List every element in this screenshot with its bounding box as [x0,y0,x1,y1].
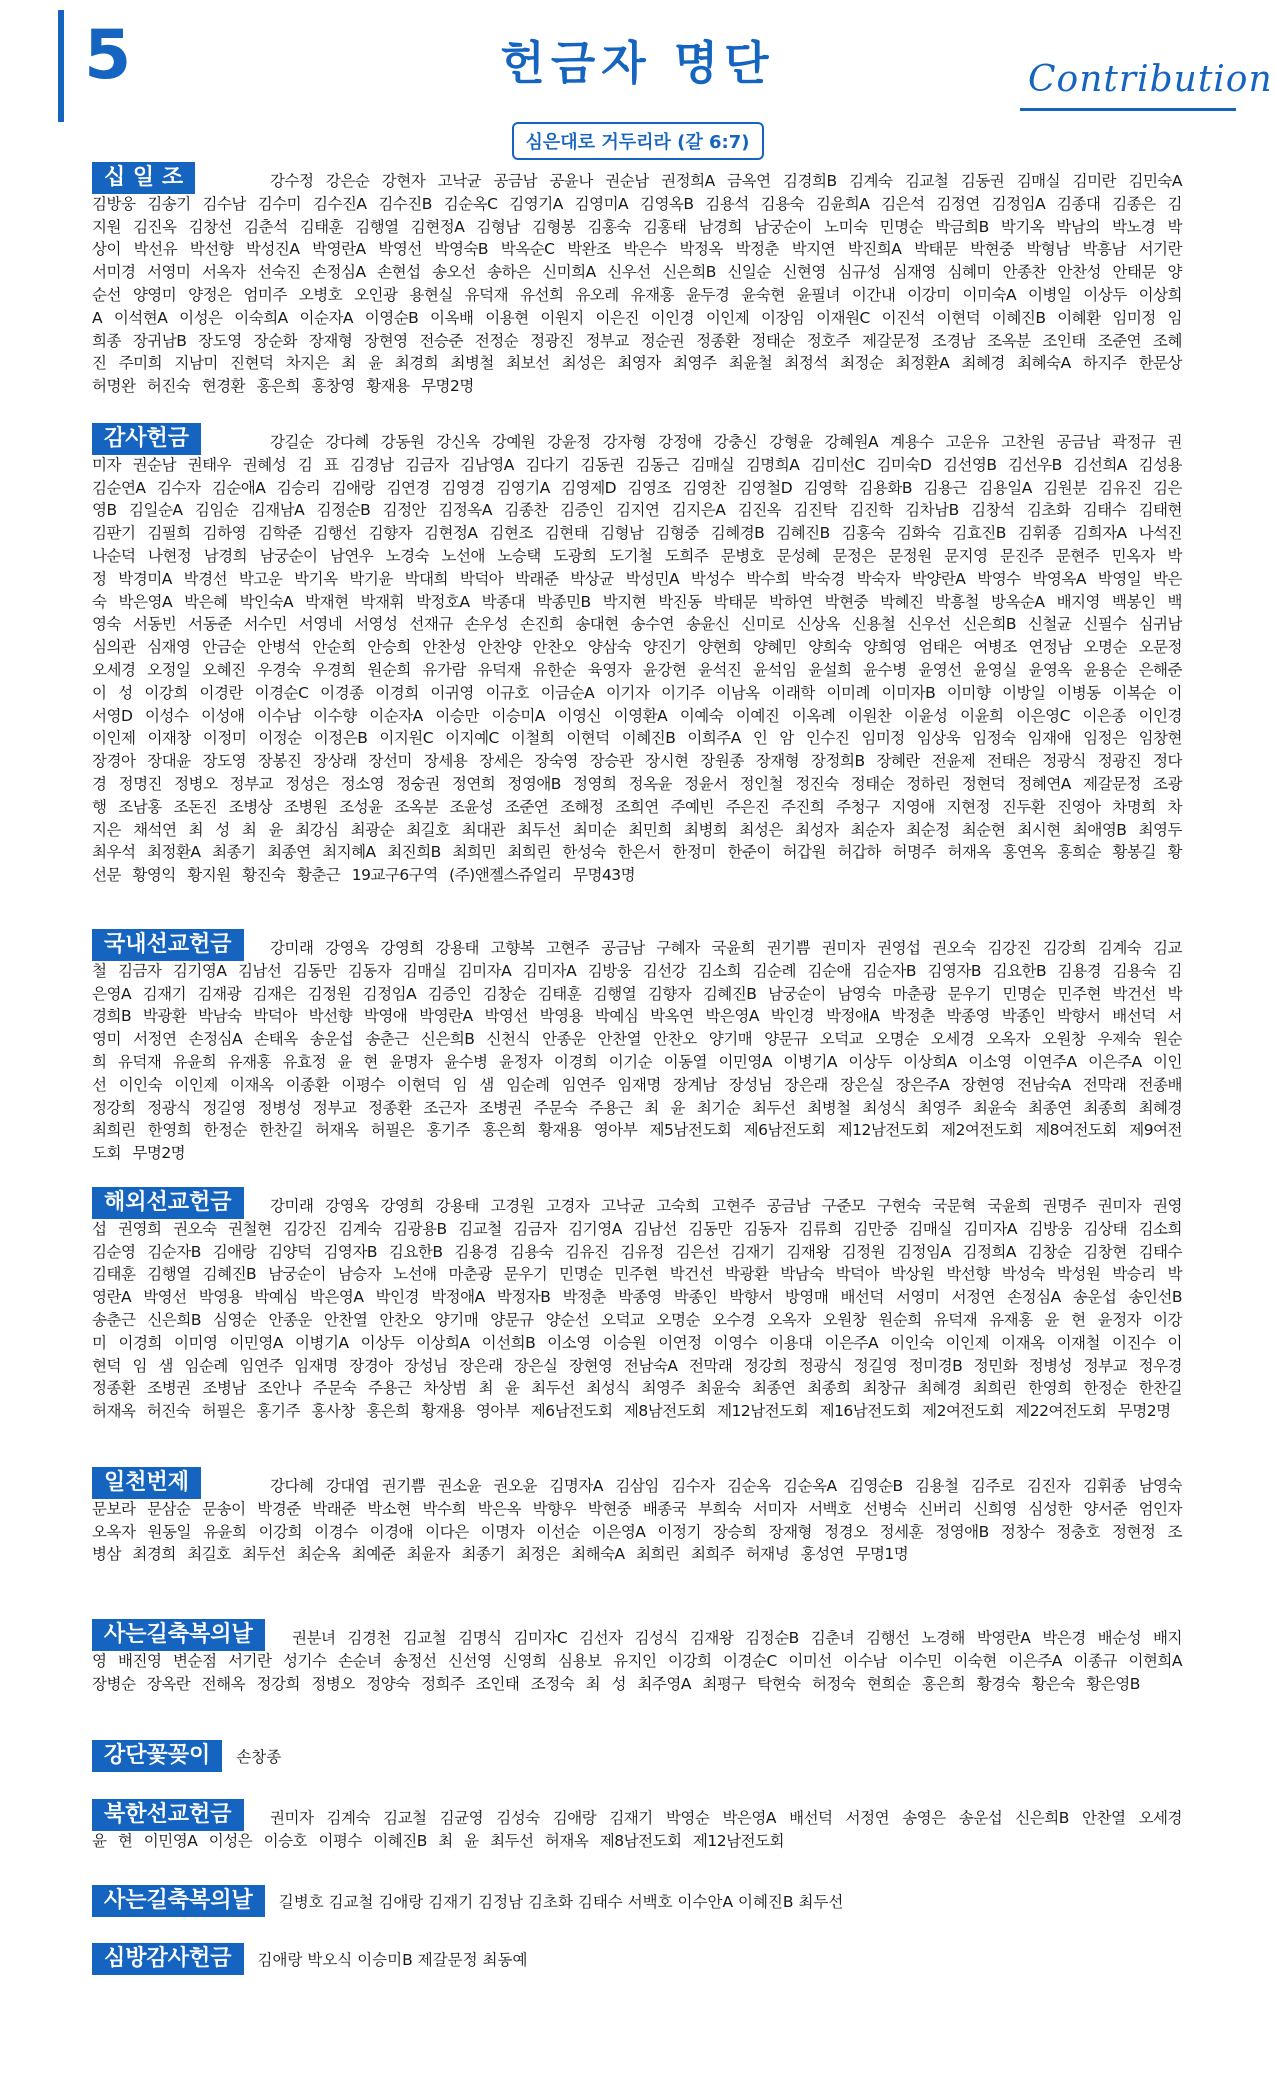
section-visitation-thanks [92,1943,1182,1975]
section-label: 국내선교헌금 [92,929,244,961]
section-label: 사는길축복의날 [92,1619,265,1651]
page-number: 5 [84,16,132,95]
contribution-underline [1020,108,1236,111]
section-label: 십 일 조 [92,162,195,194]
names-text: 손창종 [236,1748,282,1766]
section-label: 감사헌금 [92,423,201,455]
names-text: 권미자 김계숙 김교철 김균영 김성숙 김애랑 김재기 박영순 박은영A 배선덕 서정연 송영은 송운섭 신은희B 안찬열 오세경 윤 현 이민영A 이성은 이승호 이평수 이혜진B 최 윤 최두선 허재옥 제8남전도회 제12남전도회 [92,1809,1182,1850]
name-list [92,170,1182,398]
section-domestic-mission [92,929,1182,1165]
page-title: 헌금자 명단 [500,36,775,90]
names-text: 강수정 강은순 강현자 고낙균 공금남 공윤나 권순남 권정희A 금옥연 김경희B 김계숙 김교철 김동권 김매실 김미란 김민숙A 김방웅 김송기 김수남 김수미 김수진A 김수진B 김순옥C 김영기A 김영미A 김영옥B 김용석 김용숙 김윤희A 김은석 김정연 김정임A 김종대 김종은 김지원 김진옥 김창선 김춘석 김태훈 김행열 김현정A 김형남 김형봉 김홍숙 김홍태 남경희 남궁순이 노미숙 민명순 박금희B 박기옥 박남의 박노경 박상이 박선유 박선향 박성진A 박영란A 박영선 박영숙B 박옥순C 박완조 박은수 박정옥 박정춘 박지연 박진희A 박태문 박현중 박형남 박흥남 서기란 서미경 서영미 서옥자 선숙진 손정심A 손현섭 송오선 송하은 신미희A 신우선 신은희B 신일순 신현영 심규성 심재영 심혜미 안종찬 안찬성 안태문 양순선 양영미 양정은 엄미주 오병호 오인광 용현실 유덕재 유선희 유오레 유재홍 윤두경 윤숙현 윤필녀 이간내 이강미 이미숙A 이병일 이상두 이상희A 이석현A 이성은 이숙희A 이순자A 이영순B 이옥배 이용현 이원지 이은진 이인경 이인제 이장임 이재원C 이진석 이현덕 이혜진B 이혜환 임미정 임희종 장귀남B 장도영 장순화 장재형 장현영 전승준 전정순 정광진 정부교 정순권 정종환 정태순 정호주 제갈문정 조경남 조옥분 조인태 조준연 조혜진 주미희 지남미 진현덕 차지은 최 윤 최경희 최병철 최보선 최성은 최영자 최영주 최윤철 최정석 최정순 최정환A 최혜경 최혜숙A 하지주 한문상 허명완 허진숙 현경환 홍은희 홍창영 황재용 무명2명 [92,172,1182,396]
verse-banner [0,122,1275,160]
names-text: 강다혜 강대엽 권기쁨 권소윤 권오윤 김명자A 김삼임 김수자 김순옥 김순옥A 김영순B 김용철 김주로 김진자 김휘종 남영숙 문보라 문삼순 문송이 박경준 박래준 박소현 박수희 박은옥 박향우 박현중 배종국 부희숙 서미자 서백호 선병숙 신버리 신희영 심성한 양서준 엄인자 오옥자 원동일 유윤희 이강희 이경수 이경애 이다은 이명자 이선순 이은영A 이정기 장승희 장재형 정경오 정세훈 정영애B 정창수 정충호 정현정 조병삼 최경희 최길호 최두선 최순옥 최예준 최윤자 최종기 최정은 최해숙A 최희린 최희주 허재녕 홍성연 무명1명 [92,1477,1182,1564]
names-text: 김애랑 박오식 이승미B 제갈문정 최동예 [257,1951,528,1969]
section-blessing-day-2 [92,1885,1182,1917]
section-blessing-day-1 [92,1619,1182,1695]
section-thanksgiving [92,423,1182,887]
names-text: 권분녀 김경천 김교철 김명식 김미자C 김선자 김성식 김재왕 김정순B 김춘녀 김행선 노경해 박영란A 박은경 배순성 배지영 배진영 변순점 서기란 성기수 손순녀 송정선 신선영 신영희 심용보 유지인 이강희 이경순C 이미선 이수남 이수민 이숙현 이은주A 이종규 이현희A 장병순 장옥란 전해옥 정강희 정병오 정양숙 정희주 조인태 조정숙 최 성 최주영A 최평구 탁현숙 허정숙 현희순 홍은희 황경숙 황은숙 황은영B [92,1629,1182,1693]
section-overseas-mission [92,1187,1182,1423]
section-label: 일천번제 [92,1467,201,1499]
name-list [92,431,1182,887]
section-thousand-offering [92,1467,1182,1566]
section-north-korea-mission [92,1799,1182,1853]
section-altar-flowers [92,1740,1182,1772]
names-text: 강길순 강다혜 강동원 강신옥 강예원 강윤정 강자형 강정애 강충신 강형윤 강혜원A 계용수 고운유 고찬원 공금남 곽정규 권미자 권순남 권태우 권혜성 김 표 김경남 김금자 김남영A 김다기 김동권 김동근 김매실 김명희A 김미선C 김미숙D 김선영B 김선우B 김선희A 김성용 김순연A 김수자 김순애A 김승리 김애랑 김연경 김영경 김영기A 김영제D 김영조 김영찬 김영철D 김영학 김용화B 김용근 김용일A 김원분 김유진 김은영B 김일순A 김임순 김재남A 김정순B 김정안 김정옥A 김종찬 김증인 김지연 김지은A 김진옥 김진탁 김진학 김차남B 김창석 김초화 김태수 김태현 김판기 김필희 김하영 김학준 김행선 김향자 김현정A 김현조 김현태 김형남 김형중 김혜경B 김혜진B 김홍숙 김화숙 김효진B 김휘종 김희자A 나석진 나순덕 나현정 남경희 남궁순이 남연우 노경숙 노선애 노승택 도광희 도기철 도희주 문병호 문성혜 문정은 문정원 문지영 문진주 문현주 민옥자 박 정 박경미A 박경선 박고운 박기옥 박기윤 박대희 박덕아 박래준 박상균 박성민A 박성수 박수희 박숙경 박숙자 박양란A 박영수 박영옥A 박영일 박은숙 박은영A 박은혜 박인숙A 박재현 박재휘 박정호A 박종대 박종민B 박지현 박진동 박태문 박하연 박현중 박혜진 박흥철 방옥순A 배지영 백봉인 백영숙 서동빈 서동준 서수민 서영네 서영성 선재규 손우성 손진희 송대현 송수연 송윤신 신미로 신상옥 신용철 신우선 신은희B 신철균 신필수 심귀남 심의관 심재영 안금순 안병석 안순희 안승희 안찬성 안찬양 안찬오 양삼숙 양진기 양현희 양혜민 양희숙 양희영 엄태은 여병조 연정남 오명순 오문정 오세경 오정일 오혜진 우경숙 우경희 원순희 유가람 유덕재 유한순 육영자 윤강현 윤석진 윤석임 윤설희 윤수병 윤영선 윤영실 윤영옥 윤용순 은해준 이 성 이강희 이경란 이경순C 이경종 이경희 이귀영 이규호 이금순A 이기자 이기주 이남옥 이래학 이미례 이미자B 이미향 이방일 이병동 이복순 이서영D 이성수 이성애 이수남 이수향 이순자A 이승만 이승미A 이영신 이영환A 이예숙 이예진 이옥례 이원찬 이윤성 이윤희 이은영C 이은종 이인경 이인제 이재창 이정미 이정순 이정은B 이지원C 이지예C 이철희 이현덕 이혜진B 이희주A 인 암 인수진 임미정 임상욱 임정숙 임재애 임정은 임창현 장경아 장대윤 장도영 장봉진 장상래 장선미 장세용 장세은 장숙영 장승관 장시현 장원종 장재형 장정희B 장혜란 전윤제 전태은 정광식 정광진 정다경 정명진 정병오 정부교 정성은 정소영 정숭권 정연희 정영애B 정영희 정옥윤 정윤서 정인철 정진숙 정태순 정하린 정현덕 정혜연A 제갈문정 조광행 조남홍 조돈진 조병상 조병원 조성윤 조옥분 조윤성 조준연 조해정 조희연 주예빈 주은진 주진희 주청구 지영애 지현정 진두환 진영아 차명희 차지은 채석연 최 성 최 윤 최강심 최광순 최길호 최대관 최두선 최미순 최민희 최병희 최성은 최성자 최순자 최순정 최순현 최시현 최애영B 최영두 최우석 최정환A 최종기 최종연 최지혜A 최진희B 최희민 최희린 한성숙 한은서 한정미 한준이 허갑원 허갑하 허명주 허재옥 홍연옥 홍희순 황봉길 황선문 황영익 황지원 황진숙 황춘근 19교구6구역 (주)앤젤스쥬얼리 무명43명 [92,433,1182,885]
name-list [92,1475,1182,1566]
name-list [92,1807,1182,1853]
name-list [92,937,1182,1165]
section-label: 북한선교헌금 [92,1799,244,1831]
names-text: 강미래 강영옥 강영희 강용태 고향복 고현주 공금남 구혜자 국윤희 권기쁨 권미자 권영섭 권오숙 김강진 김강희 김계숙 김교철 김금자 김기영A 김남선 김동만 김동자 김매실 김미자A 김미자A 김방웅 김선강 김소희 김순례 김순애 김순자B 김영자B 김요한B 김용경 김용숙 김은영A 김재기 김재광 김재은 김정원 김정임A 김증인 김창순 김태훈 김행열 김향자 김혜진B 남궁순이 남영숙 마춘광 문우기 민명순 민주현 박건선 박경희B 박광환 박남숙 박덕아 박선향 박영애 박영란A 박영선 박영용 박예심 박옥연 박은영A 박인경 박정애A 박정춘 박종영 박종인 박향서 배선덕 서영미 서정연 손정심A 손태옥 송운섭 송춘근 신은희B 신천식 안종운 안찬열 안찬오 양기매 양문규 오덕교 오명순 오세경 오옥자 오원창 우제숙 원순희 유덕재 유윤희 유재홍 유효정 윤 현 윤명자 윤수병 윤정자 이경희 이기순 이동열 이민영A 이병기A 이상두 이상희A 이소영 이연주A 이은주A 이인선 이인숙 이인제 이재옥 이종환 이평수 이현덕 임 샘 임순례 임연주 임재명 장계남 장성님 장은래 장은실 장은주A 장현영 전남숙A 전막래 전종배 정강희 정광식 정길영 정병성 정부교 정종환 조근자 조병권 주문숙 주용근 최 윤 최기순 최두선 최병철 최성식 최영주 최윤숙 최종연 최종희 최혜경 최희린 한영희 한정순 한찬길 허재옥 허필은 홍기주 홍은희 황재용 영아부 제5남전도회 제6남전도회 제12남전도회 제2여전도회 제8여전도회 제9여전도회 무명2명 [92,939,1182,1163]
section-label: 해외선교헌금 [92,1187,244,1219]
names-text: 길병호 김교철 김애랑 김재기 김정남 김초화 김태수 서백호 이수안A 이혜진B 최두선 [278,1893,844,1911]
section-tithe [92,162,1182,398]
names-text: 강미래 강영옥 강영희 강용태 고경원 고경자 고낙균 고숙희 고현주 공금남 구준모 구현숙 국문혁 국윤희 권명주 권미자 권영섭 권영희 권오숙 권철현 김강진 김계숙 김광용B 김교철 김금자 김기영A 김남선 김동만 김동자 김류희 김만중 김매실 김미자A 김방웅 김상태 김소희 김순영 김순자B 김애랑 김양덕 김영자B 김요한B 김용경 김용숙 김유진 김유정 김은선 김재기 김재왕 김정원 김정임A 김정희A 김창순 김창현 김태수 김태훈 김행열 김혜진B 남궁순이 남승자 노선애 마춘광 문우기 민명순 민주현 박건선 박광환 박남숙 박덕아 박상원 박선향 박성숙 박성원 박승리 박영란A 박영선 박영용 박예심 박은영A 박인경 박정애A 박정자B 박정춘 박종영 박종인 박향서 방영매 배선덕 서영미 서정연 손정심A 송운섭 송인선B 송춘근 신은희B 심영순 안종운 안찬열 안찬오 양기매 양문규 양순선 오덕교 오명순 오수경 오옥자 오원창 원순희 유덕재 유재홍 윤 현 윤정자 이강미 이경희 이미영 이민영A 이병기A 이상두 이상희A 이선희B 이소영 이승원 이연정 이영수 이용대 이은주A 이인숙 이인제 이재옥 이재철 이진수 이현덕 임 샘 임순례 임연주 임재명 장경아 장성님 장은래 장은실 장현영 전남숙A 전막래 정강희 정광식 정길영 정미경B 정민화 정병성 정부교 정우경 정종환 조병권 조병남 조안나 주문숙 주용근 차상범 최 윤 최두선 최성식 최영주 최윤숙 최종연 최종희 최창규 최혜경 최희린 한영희 한정순 한찬길 허재옥 허진숙 허필은 홍기주 홍사창 홍은희 황재용 영아부 제6남전도회 제8남전도회 제12남전도회 제16남전도회 제2여전도회 제22여전도회 무명2명 [92,1197,1182,1421]
section-label: 강단꽃꽂이 [92,1740,222,1772]
verse-text: 심은대로 거두리라 (갈 6:7) [512,122,764,160]
name-list [92,1627,1182,1695]
section-label: 사는길축복의날 [92,1885,265,1917]
name-list [92,1195,1182,1423]
contribution-heading: Contribution [1028,59,1273,100]
section-label: 심방감사헌금 [92,1943,244,1975]
